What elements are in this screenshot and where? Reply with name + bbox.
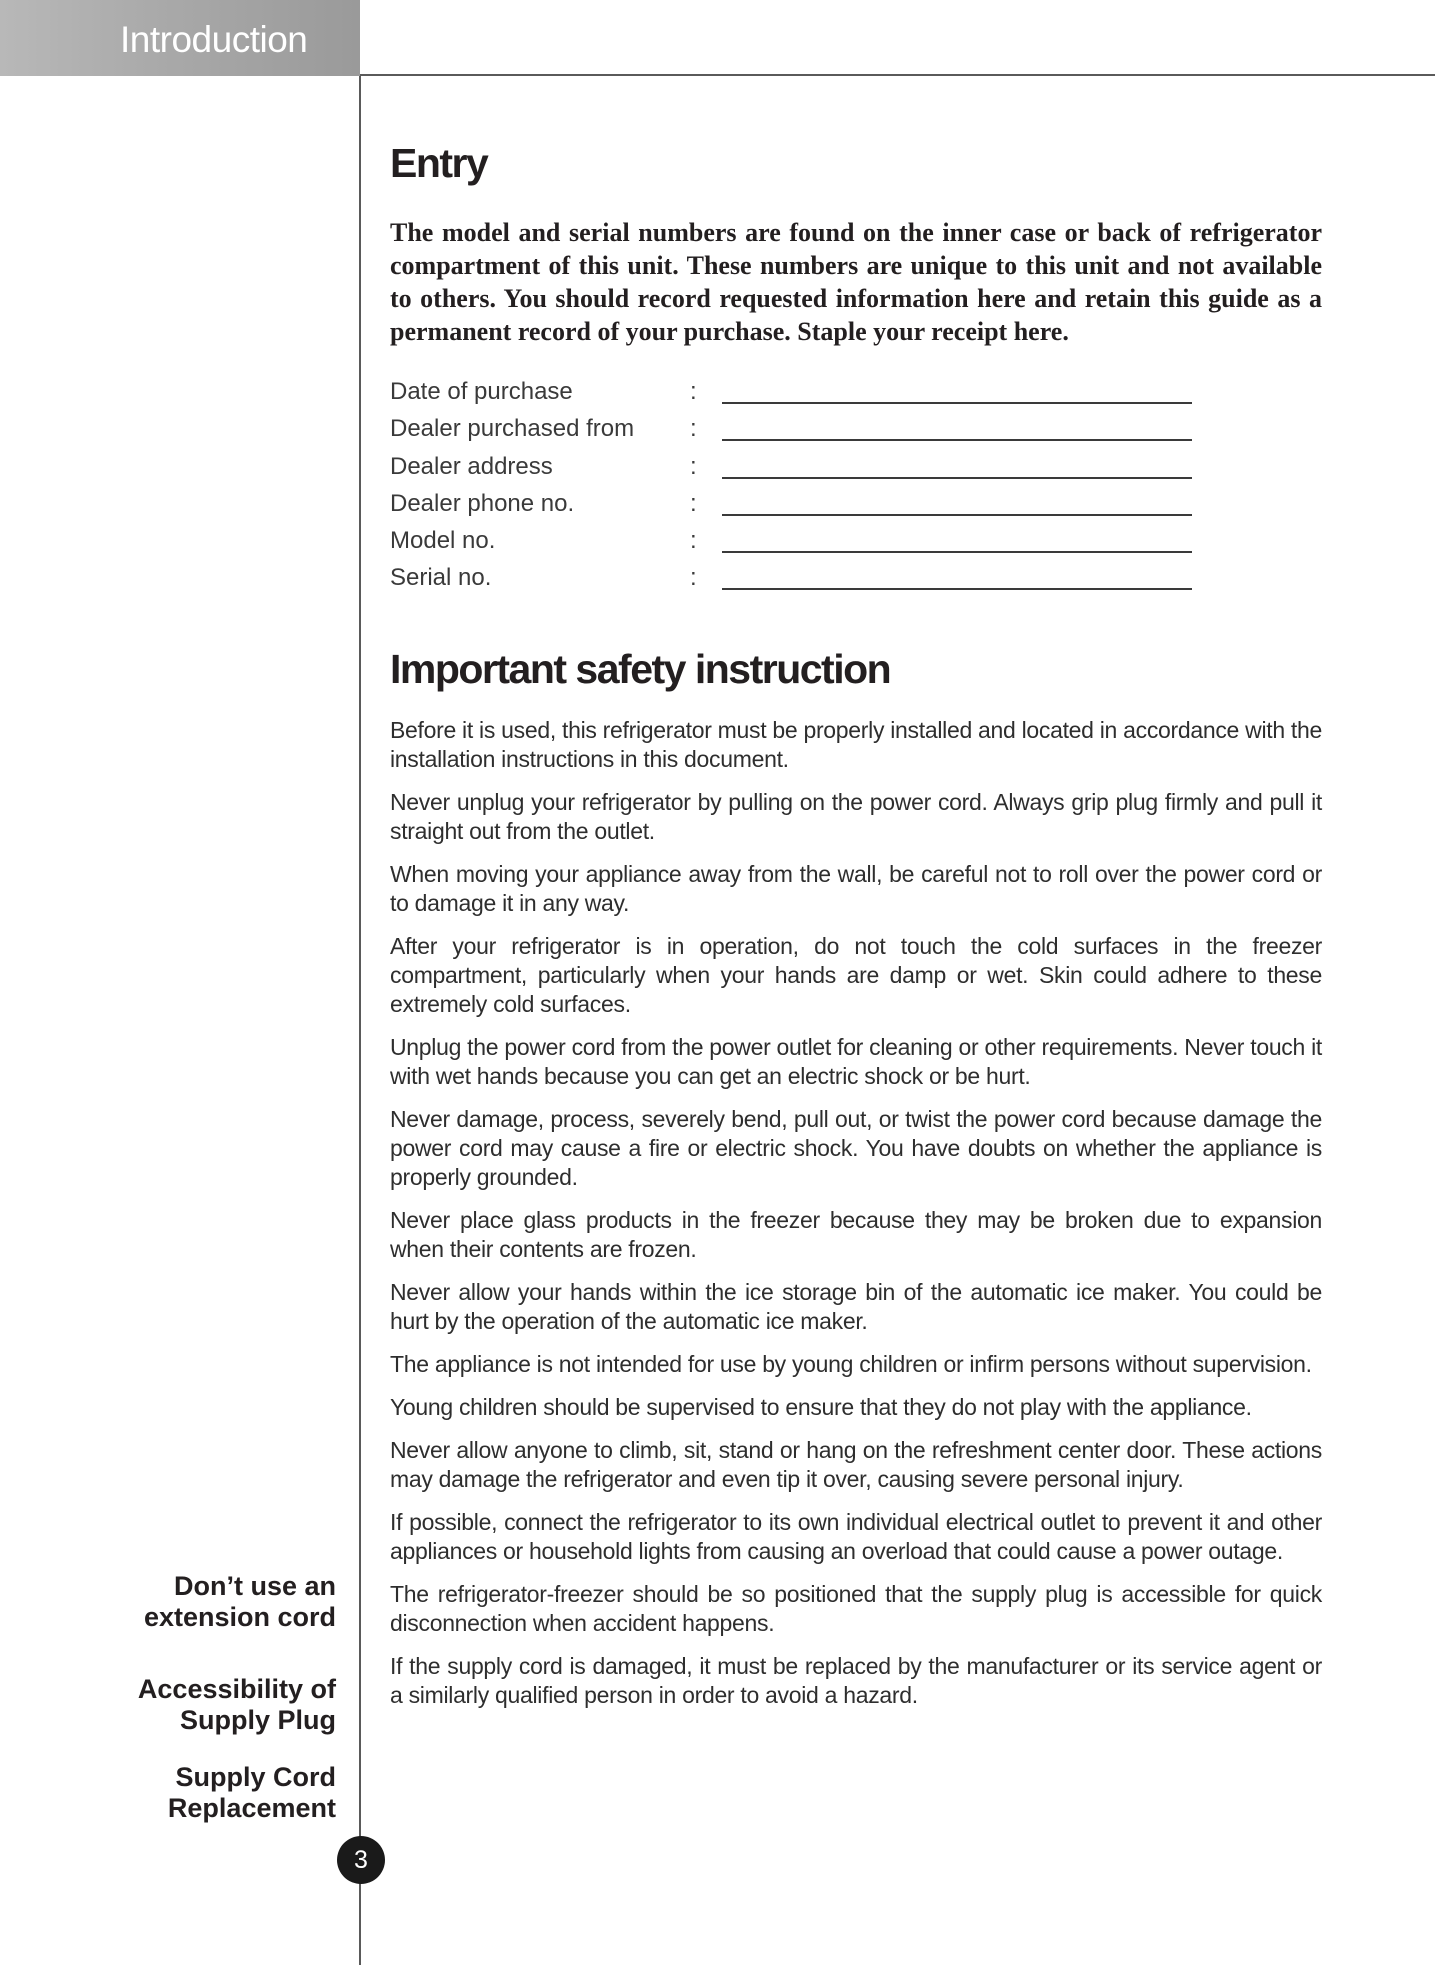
field-colon: : [690, 415, 697, 443]
field-dealer-purchased-from [390, 411, 1322, 448]
margin-rule [359, 76, 361, 1965]
side-note-line: Replacement [167, 1793, 336, 1823]
field-blank-line [722, 439, 1192, 441]
safety-paragraph: The appliance is not intended for use by young children or infirm persons without supervision. [390, 1351, 1312, 1377]
entry-heading: Entry [390, 140, 488, 186]
side-note-line: Supply Plug [179, 1705, 336, 1735]
side-note-line: Don’t use an [173, 1571, 336, 1601]
safety-paragraph: When moving your appliance away from the wall, be careful not to roll over the power cord or to damage it in any way. [390, 861, 1322, 916]
field-date-of-purchase [390, 374, 1322, 411]
field-blank-line [722, 402, 1192, 404]
side-note-supply-cord [76, 1762, 336, 1824]
field-label: Date of purchase [390, 378, 573, 405]
field-blank-line [722, 551, 1192, 553]
safety-paragraph: After your refrigerator is in operation, do not touch the cold surfaces in the freezer compartment, particularly when your hands are damp or wet. Skin could adhere to these extremely cold surfaces. [390, 933, 1322, 1017]
field-blank-line [722, 588, 1192, 590]
field-colon: : [690, 564, 697, 592]
side-note-supply-plug [76, 1674, 336, 1736]
field-label: Dealer purchased from [390, 415, 635, 443]
safety-paragraph: Unplug the power cord from the power outlet for cleaning or other requirements. Never touch it with wet hands because you can get an electric shock or be hurt. [390, 1034, 1322, 1089]
safety-paragraph: Never allow your hands within the ice storage bin of the automatic ice maker. You could be hurt by the operation of the automatic ice maker. [390, 1279, 1322, 1334]
side-note-line: Accessibility of [137, 1674, 336, 1704]
side-note-extension-cord [76, 1571, 336, 1633]
side-note-line: Supply Cord [175, 1762, 336, 1792]
safety-heading-block [390, 646, 1322, 693]
field-label: Model no. [390, 527, 496, 555]
entry-intro: The model and serial numbers are found on the inner case or back of refrigerator compartment of this unit. These numbers are unique to this unit and not available to others. You should record requested information here and retain this guide as a permanent record of your purchase. Staple your receipt here. [390, 218, 1322, 346]
safety-paragraph-supply-plug: The refrigerator-freezer should be so positioned that the supply plug is accessible for quick disconnection when accident happens. [390, 1581, 1322, 1636]
field-blank-line [722, 477, 1192, 479]
safety-paragraph: Never place glass products in the freezer because they may be broken due to expansion when their contents are frozen. [390, 1207, 1322, 1262]
header-rule [360, 74, 1435, 76]
safety-paragraph: Young children should be supervised to ensure that they do not play with the appliance. [390, 1394, 1252, 1420]
safety-instructions [390, 716, 1322, 1724]
entry-section [390, 140, 1322, 187]
field-colon: : [690, 378, 697, 405]
purchase-record-form [390, 374, 1322, 598]
field-model-no [390, 523, 1322, 560]
field-dealer-address [390, 449, 1322, 486]
field-colon: : [690, 527, 697, 555]
field-label: Serial no. [390, 564, 492, 592]
field-blank-line [722, 514, 1192, 516]
field-label: Dealer address [390, 452, 553, 480]
field-colon: : [690, 452, 697, 480]
section-tab: Introduction [0, 0, 360, 76]
safety-paragraph: Never damage, process, severely bend, pull out, or twist the power cord because damage the power cord may cause a fire or electric shock. You have doubts on whether the appliance is properly grounded. [390, 1106, 1322, 1190]
field-label: Dealer phone no. [390, 489, 575, 517]
safety-paragraph: Never allow anyone to climb, sit, stand or hang on the refreshment center door. These actions may damage the refrigerator and even tip it over, causing severe personal injury. [390, 1437, 1322, 1492]
safety-paragraph: Never unplug your refrigerator by pulling on the power cord. Always grip plug firmly and pull it straight out from the outlet. [390, 789, 1322, 844]
field-colon: : [690, 489, 697, 517]
safety-paragraph-extension-cord: If possible, connect the refrigerator to its own individual electrical outlet to prevent it and other appliances or household lights from causing an overload that could cause a power outage. [390, 1509, 1322, 1564]
side-note-line: extension cord [143, 1602, 336, 1632]
field-dealer-phone [390, 486, 1322, 523]
safety-paragraph-supply-cord: If the supply cord is damaged, it must be replaced by the manufacturer or its service agent or a similarly qualified person in order to avoid a hazard. [390, 1653, 1322, 1708]
safety-heading: Important safety instruction [390, 646, 891, 692]
field-serial-no [390, 560, 1322, 597]
page-number: 3 [337, 1836, 385, 1884]
safety-paragraph: Before it is used, this refrigerator must be properly installed and located in accordance with the installation instructions in this document. [390, 717, 1322, 772]
